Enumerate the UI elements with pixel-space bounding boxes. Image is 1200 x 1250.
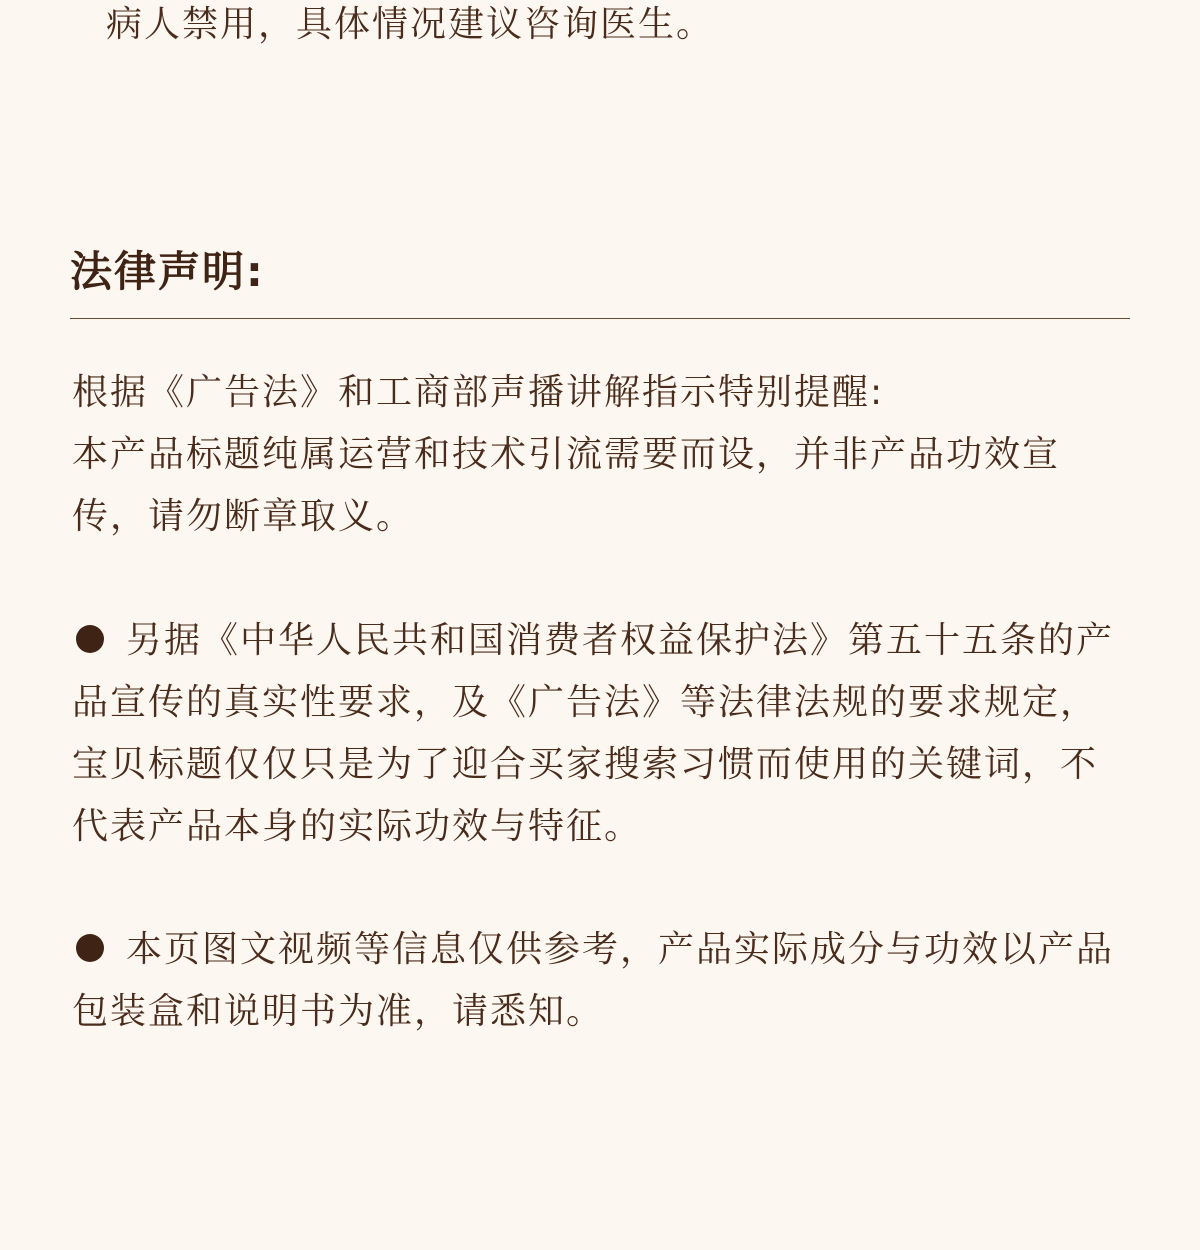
legal-bullet-text: 另据《中华人民共和国消费者权益保护法》第五十五条的产品宣传的真实性要求，及《广告法》等法律法规的要求规定，宝贝标题仅仅只是为了迎合买家搜索习惯而使用的关键词，不代表产品本身的实际功效与特征。 — [72, 620, 1115, 847]
top-note-text: 病人禁用，具体情况建议咨询医生。 — [106, 4, 715, 45]
legal-bullet-item — [72, 610, 1117, 858]
bullet-dot-icon — [76, 934, 104, 962]
legal-intro-body: 本产品标题纯属运营和技术引流需要而设，并非产品功效宣传，请勿断章取义。 — [72, 434, 1061, 537]
section-title: 法律声明: — [70, 247, 265, 296]
bullet-dot-icon — [76, 625, 104, 653]
legal-intro — [72, 362, 1117, 548]
title-divider — [70, 318, 1130, 319]
legal-bullet-item — [72, 919, 1117, 1043]
legal-intro-line: 根据《广告法》和工商部声播讲解指示特别提醒: — [72, 372, 885, 413]
legal-bullet-text: 本页图文视频等信息仅供参考，产品实际成分与功效以产品包装盒和说明书为准，请悉知。 — [72, 929, 1115, 1032]
